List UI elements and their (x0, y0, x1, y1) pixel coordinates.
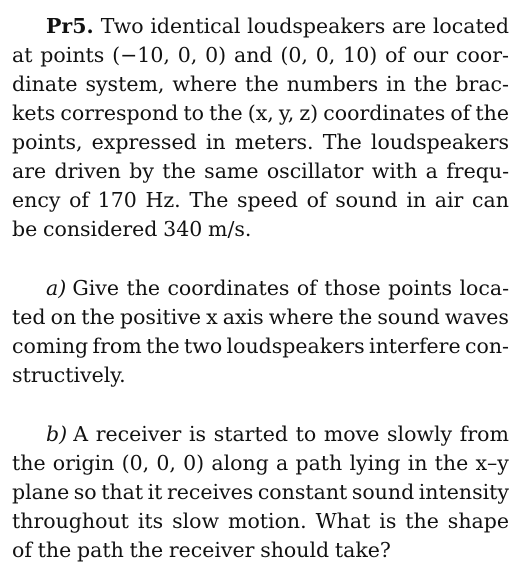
intro-line-4: kets correspond to the (x, y, z) coordinates of the (12, 101, 509, 125)
part-b-text-1: A receiver is started to move slowly from (73, 422, 509, 446)
intro-line-8: be considered 340 m/s. (12, 217, 252, 241)
intro-line-5: points, expressed in meters. The loudspeakers (12, 130, 509, 154)
part-b-line-4: throughout its slow motion. What is the shape (12, 509, 509, 533)
part-b-line-5: of the path the receiver should take? (12, 538, 391, 562)
part-b-line-3: plane so that it receives constant sound intensity (12, 480, 509, 504)
intro-line-7: ency of 170 Hz. The speed of sound in air can (12, 188, 509, 212)
paragraph-gap (12, 390, 509, 420)
part-b-line-2: the origin (0, 0, 0) along a path lying in the x–y (12, 451, 509, 475)
intro-text-1: Two identical loudspeakers are located (100, 14, 509, 38)
part-a-label: a) (46, 276, 67, 300)
part-a-line-3: coming from the two loudspeakers interfere con- (12, 334, 509, 358)
intro-line-6: are driven by the same oscillator with a frequ- (12, 159, 509, 183)
part-a-line-4: structively. (12, 363, 126, 387)
intro-line-1 (12, 12, 509, 41)
part-a-line-2: ted on the positive x axis where the sound waves (12, 305, 509, 329)
problem-text (12, 12, 509, 565)
part-a-text-1: Give the coordinates of those points loca- (72, 276, 509, 300)
part-a-line-1 (12, 274, 509, 303)
problem-label: Pr5. (46, 14, 94, 38)
intro-line-3: dinate system, where the numbers in the brac- (12, 72, 509, 96)
part-b-label: b) (46, 422, 68, 446)
paragraph-gap (12, 244, 509, 274)
part-b-line-1 (12, 420, 509, 449)
intro-line-2: at points (−10, 0, 0) and (0, 0, 10) of our coor- (12, 43, 509, 67)
